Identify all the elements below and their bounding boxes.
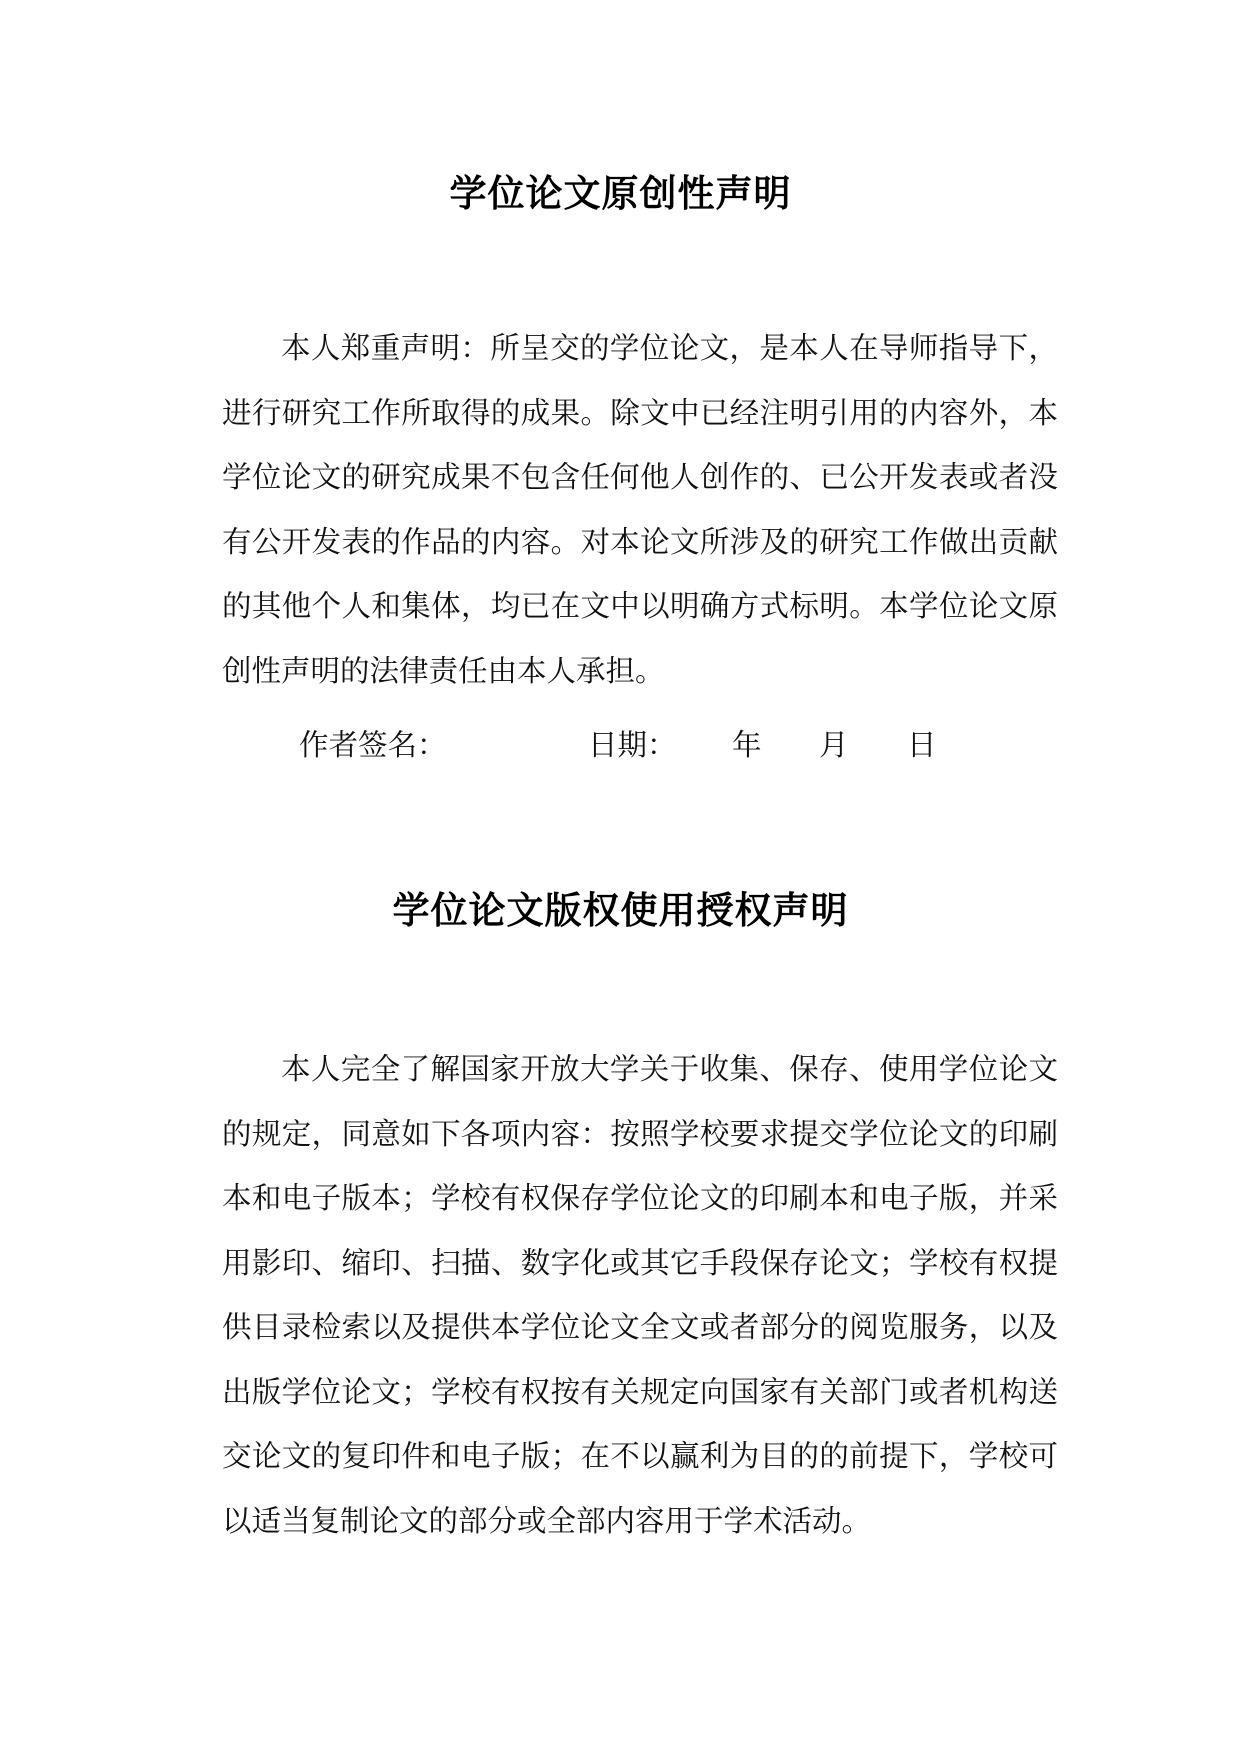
originality-statement-title: 学位论文原创性声明 bbox=[449, 172, 792, 215]
month-label: 月 bbox=[819, 728, 849, 762]
originality-statement-body: 本人郑重声明：所呈交的学位论文，是本人在导师指导下，进行研究工作所取得的成果。除文中已经注明引用的内容外，本学位论文的研究成果不包含任何他人创作的、已公开发表或者没有公开发表的作品的内容。对本论文所涉及的研究工作做出贡献的其他个人和集体，均已在文中以明确方式标明。本学位论文原创性声明的法律责任由本人承担。 bbox=[222, 331, 1058, 688]
date-label: 日期： bbox=[588, 728, 677, 762]
signature-date-row bbox=[0, 720, 1241, 770]
year-label: 年 bbox=[732, 728, 762, 762]
copyright-authorization-body: 本人完全了解国家开放大学关于收集、保存、使用学位论文的规定，同意如下各项内容：按照学校要求提交学位论文的印刷本和电子版本；学校有权保存学位论文的印刷本和电子版，并采用影印、缩印、扫描、数字化或其它手段保存论文；学校有权提供目录检索以及提供本学位论文全文或者部分的阅览服务，以及出版学位论文；学校有权按有关规定向国家有关部门或者机构送交论文的复印件和电子版；在不以赢利为目的的前提下，学校可以适当复制论文的部分或全部内容用于学术活动。 bbox=[222, 1052, 1058, 1538]
author-signature-label: 作者签名： bbox=[299, 728, 447, 762]
day-label: 日 bbox=[907, 728, 937, 762]
copyright-authorization-title: 学位论文版权使用授权声明 bbox=[392, 889, 849, 932]
